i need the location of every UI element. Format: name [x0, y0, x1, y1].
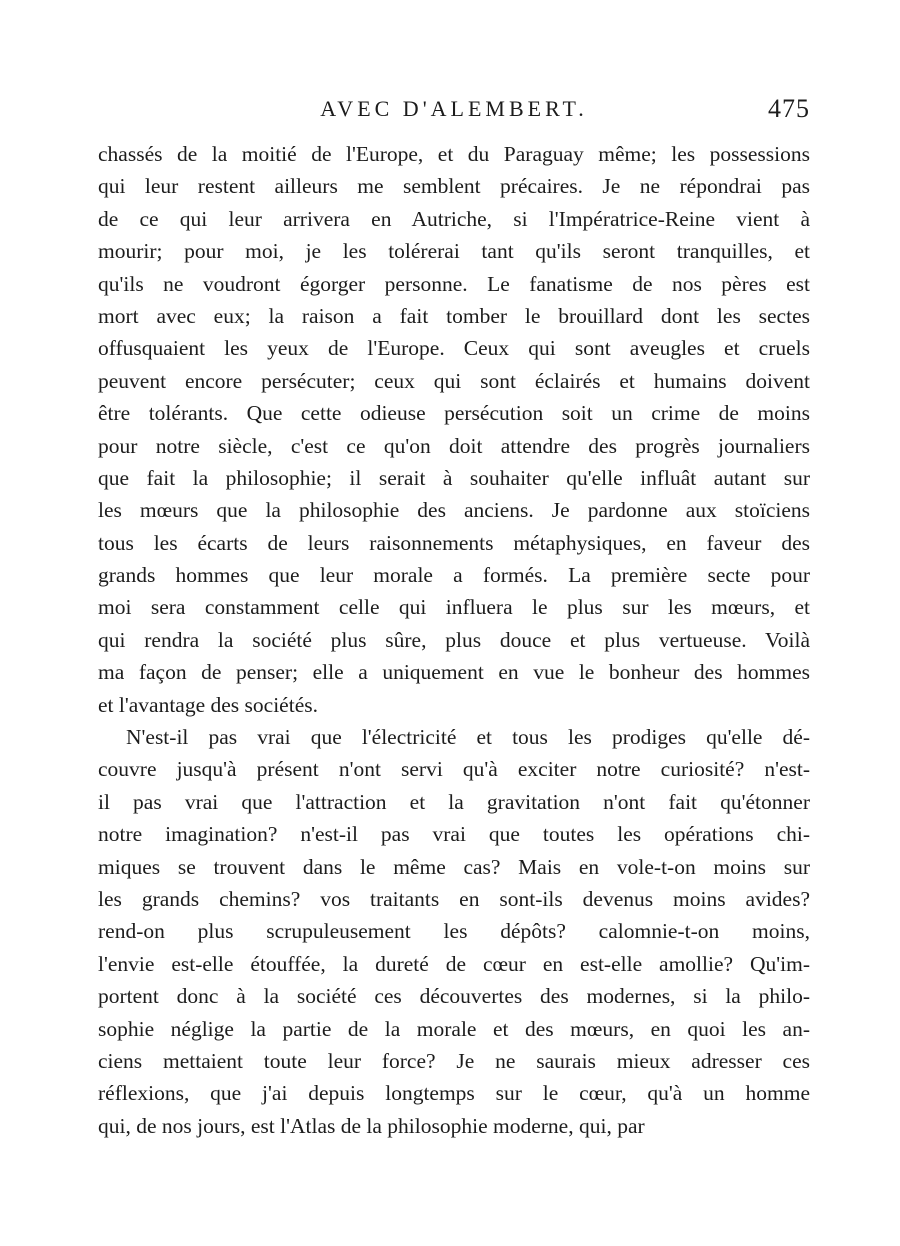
text-line: de ce qui leur arrivera en Autriche, si l'Impératrice-Reine vient à: [98, 206, 810, 231]
text-line: qui, de nos jours, est l'Atlas de la philosophie moderne, qui, par: [98, 1113, 645, 1138]
text-line: ma façon de penser; elle a uniquement en vue le bonheur des hommes: [98, 660, 810, 685]
text-line: notre imagination? n'est-il pas vrai que toutes les opérations chi-: [98, 822, 810, 847]
text-line: sophie néglige la partie de la morale et des mœurs, en quoi les an-: [98, 1016, 810, 1041]
text-line: grands hommes que leur morale a formés. La première secte pour: [98, 563, 810, 588]
text-line: qui rendra la société plus sûre, plus douce et plus vertueuse. Voilà: [98, 627, 810, 652]
text-line: réflexions, que j'ai depuis longtemps sur le cœur, qu'à un homme: [98, 1081, 810, 1106]
text-line: peuvent encore persécuter; ceux qui sont éclairés et humains doivent: [98, 368, 810, 393]
text-line: il pas vrai que l'attraction et la gravitation n'ont fait qu'étonner: [98, 789, 810, 814]
text-line: être tolérants. Que cette odieuse persécution soit un crime de moins: [98, 401, 810, 426]
text-line: ciens mettaient toute leur force? Je ne saurais mieux adresser ces: [98, 1048, 810, 1073]
text-line: qu'ils ne voudront égorger personne. Le fanatisme de nos pères est: [98, 271, 810, 296]
text-line: N'est-il pas vrai que l'électricité et tous les prodiges qu'elle dé-: [126, 725, 810, 750]
text-line: l'envie est-elle étouffée, la dureté de cœur en est-elle amollie? Qu'im-: [98, 951, 810, 976]
text-line: couvre jusqu'à présent n'ont servi qu'à exciter notre curiosité? n'est-: [98, 757, 810, 782]
running-title: AVEC D'ALEMBERT.: [320, 96, 588, 121]
text-line: rend-on plus scrupuleusement les dépôts? calomnie-t-on moins,: [98, 919, 810, 944]
text-line: offusquaient les yeux de l'Europe. Ceux qui sont aveugles et cruels: [98, 336, 810, 361]
text-line: les mœurs que la philosophie des anciens. Je pardonne aux stoïciens: [98, 498, 810, 523]
text-line: mourir; pour moi, je les tolérerai tant qu'ils seront tranquilles, et: [98, 239, 810, 264]
text-line: tous les écarts de leurs raisonnements métaphysiques, en faveur des: [98, 530, 810, 555]
text-line: miques se trouvent dans le même cas? Mais en vole-t-on moins sur: [98, 854, 810, 879]
text-line: pour notre siècle, c'est ce qu'on doit attendre des progrès journaliers: [98, 433, 810, 458]
text-line: moi sera constamment celle qui influera le plus sur les mœurs, et: [98, 595, 810, 620]
body-text: [98, 138, 810, 1142]
text-line: portent donc à la société ces découvertes des modernes, si la philo-: [98, 984, 810, 1009]
page-number: 475: [768, 94, 810, 123]
text-line: qui leur restent ailleurs me semblent précaires. Je ne répondrai pas: [98, 174, 810, 199]
text-line: et l'avantage des sociétés.: [98, 692, 318, 717]
text-line: chassés de la moitié de l'Europe, et du Paraguay même; les possessions: [98, 142, 810, 166]
text-line: les grands chemins? vos traitants en sont-ils devenus moins avides?: [98, 886, 810, 911]
paragraph: [98, 138, 810, 721]
running-head: [98, 94, 810, 124]
text-line: mort avec eux; la raison a fait tomber le brouillard dont les sectes: [98, 303, 810, 328]
text-line: que fait la philosophie; il serait à souhaiter qu'elle influât autant sur: [98, 465, 810, 490]
paragraph: [98, 721, 810, 1142]
